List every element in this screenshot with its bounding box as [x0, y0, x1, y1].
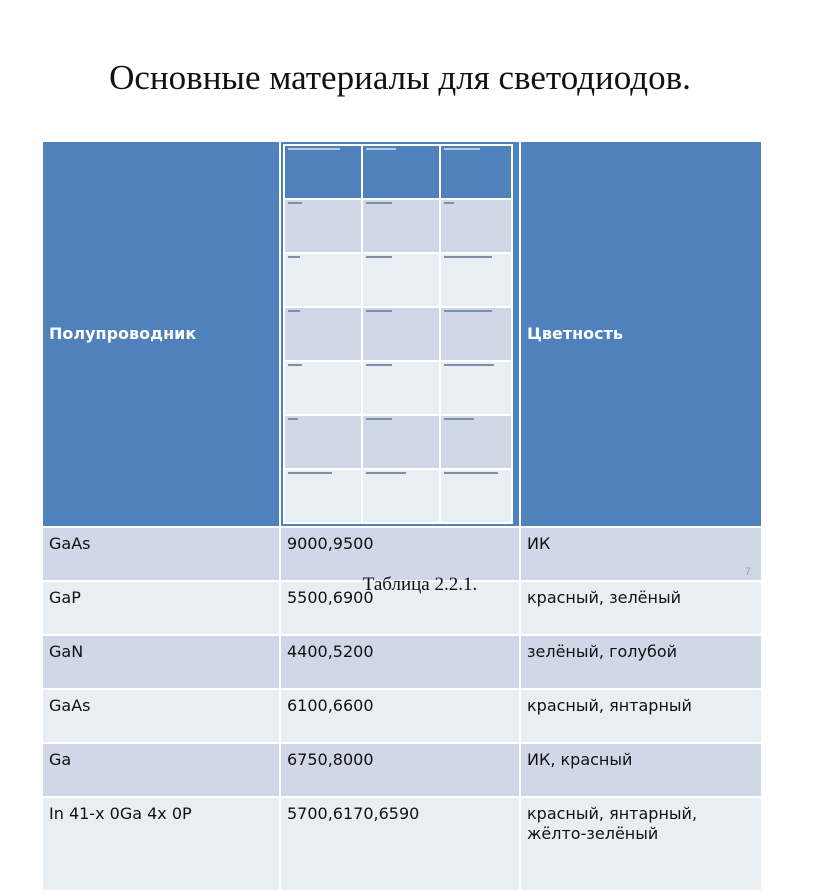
cell-semiconductor: Ga: [42, 743, 280, 797]
table-header-row: [42, 141, 762, 527]
cell-wavelength: 6100,6600: [280, 689, 520, 743]
cell-wavelength: 6750,8000: [280, 743, 520, 797]
cell-semiconductor: GaP: [42, 581, 280, 635]
header-wavelength-thumbnail-cell: [280, 141, 520, 527]
table-row: [42, 743, 762, 797]
cell-wavelength: 4400,5200: [280, 635, 520, 689]
cell-color: ИК, красный: [520, 743, 762, 797]
cell-color: зелёный, голубой: [520, 635, 762, 689]
table-row: [42, 527, 762, 581]
embedded-table-thumbnail-icon: [283, 144, 513, 524]
header-semiconductor: Полупроводник: [42, 141, 280, 527]
table-row: [42, 797, 762, 891]
table-row: [42, 689, 762, 743]
cell-color: красный, зелёный: [520, 581, 762, 635]
header-color: Цветность: [520, 141, 762, 527]
slide-title: Основные материалы для светодиодов.: [109, 58, 691, 97]
table-row: [42, 635, 762, 689]
cell-wavelength: 9000,9500: [280, 527, 520, 581]
cell-wavelength: 5700,6170,6590: [280, 797, 520, 891]
cell-semiconductor: In 41-x 0Ga 4x 0P: [42, 797, 280, 891]
materials-table: [41, 140, 763, 892]
page-number: 7: [744, 566, 751, 578]
cell-color: красный, янтарный: [520, 689, 762, 743]
cell-semiconductor: GaAs: [42, 527, 280, 581]
cell-color: красный, янтарный, жёлто-зелёный: [520, 797, 762, 891]
cell-color: ИК: [520, 527, 762, 581]
cell-wavelength: 5500,6900: [280, 581, 520, 635]
cell-semiconductor: GaN: [42, 635, 280, 689]
cell-semiconductor: GaAs: [42, 689, 280, 743]
table-caption: Таблица 2.2.1.: [362, 574, 478, 595]
